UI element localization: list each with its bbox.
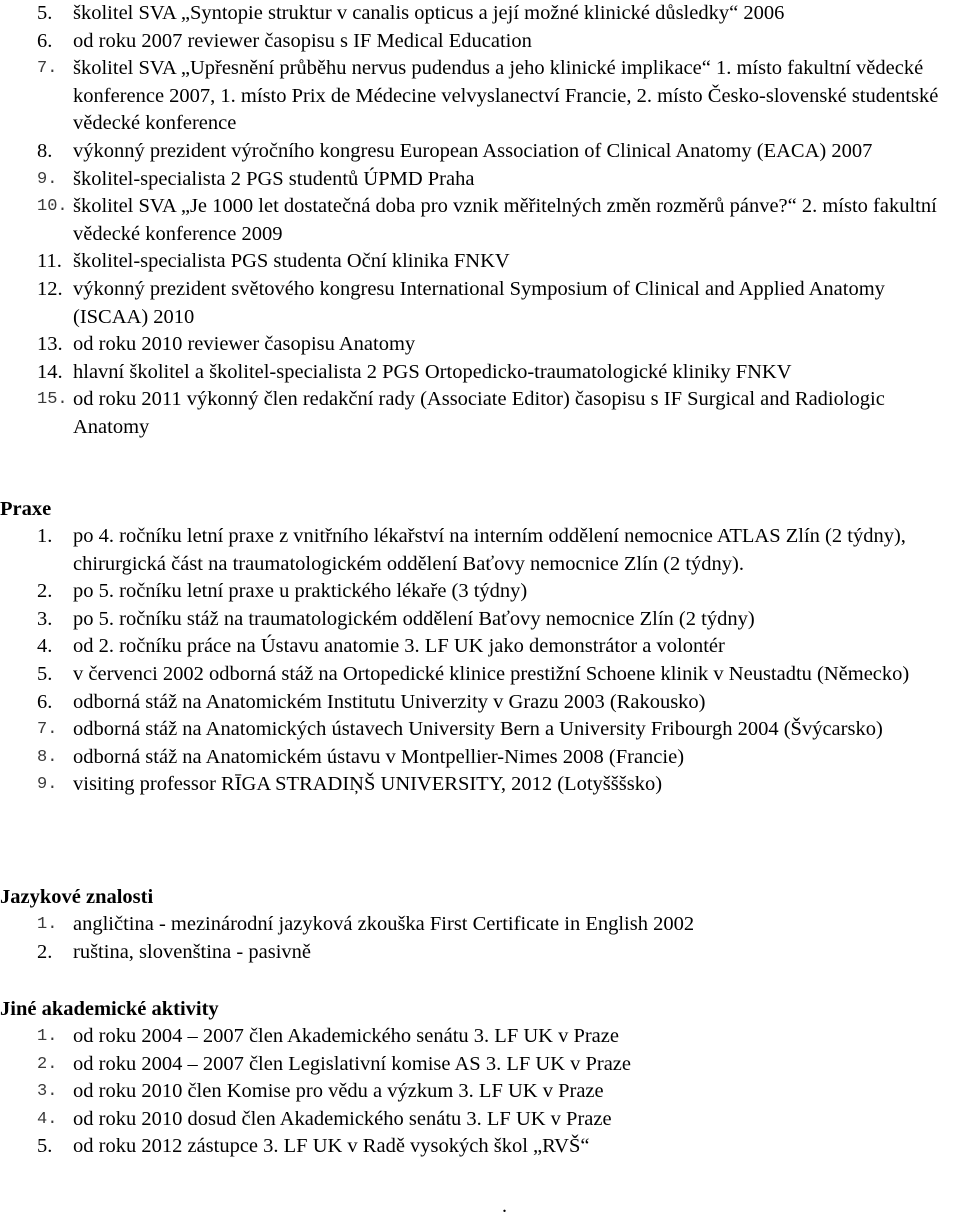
list-number: 7.: [37, 720, 58, 740]
jine-akademicke-aktivity-section: [0, 996, 960, 1161]
section-heading: Jiné akademické aktivity: [0, 998, 219, 1020]
list-text: od roku 2007 reviewer časopisu s IF Medical Education: [73, 29, 532, 52]
list-text: výkonný prezident světového kongresu International Symposium of Clinical and Applied Anatomy (ISCAA) 2010: [73, 277, 885, 328]
list-text: odborná stáž na Anatomických ústavech University Bern a University Fribourgh 2004 (Švýcarsko): [73, 718, 883, 741]
list-text: v červenci 2002 odborná stáž na Ortopedické klinice prestižní Schoene klinik v Neustadtu (Německo): [73, 662, 910, 685]
list-number: 14.: [37, 360, 63, 383]
list-item: [0, 193, 960, 248]
list-text: od roku 2004 – 2007 člen Akademického senátu 3. LF UK v Praze: [73, 1025, 619, 1047]
list-text: ruština, slovenština - pasivně: [73, 940, 311, 963]
list-text: hlavní školitel a školitel-specialista 2 PGS Ortopedicko-traumatologické kliniky FNKV: [73, 360, 792, 383]
list-item: [0, 1133, 960, 1161]
footer-mark: .: [502, 1195, 507, 1217]
list-text: od 2. ročníku práce na Ústavu anatomie 3. LF UK jako demonstrátor a volontér: [73, 635, 725, 658]
list-item: [0, 28, 960, 56]
list-text: školitel SVA „Syntopie struktur v canalis opticus a její možné klinické důsledky“ 2006: [73, 2, 785, 24]
list-text: od roku 2010 člen Komise pro vědu a výzkum 3. LF UK v Praze: [73, 1080, 604, 1103]
list-number: 15.: [37, 390, 68, 410]
jazykove-znalosti-list: [0, 911, 960, 966]
list-text: školitel SVA „Upřesnění průběhu nervus pudendus a jeho klinické implikace“ 1. místo fakultní vědecké konference 2007, 1. místo Prix de Médecine velvyslanectví Francie, 2. místo Česko-slovenské studentské vědecké konference: [73, 57, 939, 135]
continued-list: [0, 0, 960, 442]
list-text: po 4. ročníku letní praxe z vnitřního lékařství na interním oddělení nemocnice ATLAS Zlín (2 týdny), chirurgická část na traumatologickém oddělení Baťovy nemocnice Zlín (2 týdny).: [73, 525, 906, 575]
list-number: 7.: [37, 59, 58, 79]
list-text: školitel-specialista 2 PGS studentů ÚPMD Praha: [73, 167, 475, 190]
section-heading: Praxe: [0, 498, 52, 520]
list-item: [0, 911, 960, 939]
list-item: [0, 633, 960, 661]
list-number: 4.: [37, 1109, 58, 1129]
list-number: 3.: [37, 607, 53, 630]
list-text: od roku 2011 výkonný člen redakční rady (Associate Editor) časopisu s IF Surgical and Radiologic Anatomy: [73, 388, 885, 438]
list-item: [0, 716, 960, 744]
list-number: 13.: [37, 333, 63, 356]
list-item: [0, 1106, 960, 1134]
list-item: [0, 331, 960, 359]
list-number: 1.: [37, 915, 58, 934]
list-item: [0, 771, 960, 799]
list-text: od roku 2010 dosud člen Akademického senátu 3. LF UK v Praze: [73, 1107, 612, 1130]
section-heading: Jazykové znalosti: [0, 886, 154, 908]
jine-akademicke-aktivity-list: [0, 1023, 960, 1161]
list-item: [0, 606, 960, 634]
list-number: 2.: [37, 580, 53, 603]
list-text: visiting professor RĪGA STRADIŅŠ UNIVERSITY, 2012 (Lotyšššsko): [73, 773, 663, 796]
list-text: angličtina - mezinárodní jazyková zkouška First Certificate in English 2002: [73, 913, 695, 935]
list-item: [0, 138, 960, 166]
list-item: [0, 359, 960, 387]
list-item: [0, 689, 960, 717]
list-item: [0, 1078, 960, 1106]
list-item: [0, 578, 960, 606]
list-text: po 5. ročníku stáž na traumatologickém oddělení Baťovy nemocnice Zlín (2 týdny): [73, 607, 755, 630]
list-item: [0, 744, 960, 772]
list-item: [0, 166, 960, 194]
continued-list-section: [0, 0, 960, 442]
list-item: [0, 55, 960, 138]
list-text: od roku 2012 zástupce 3. LF UK v Radě vysokých škol „RVŠ“: [73, 1135, 590, 1158]
list-number: 8.: [37, 747, 58, 767]
list-number: 9.: [37, 775, 58, 795]
list-number: 11.: [37, 250, 62, 273]
list-item: [0, 661, 960, 689]
list-number: 2.: [37, 940, 53, 963]
list-item: [0, 248, 960, 276]
list-number: 6.: [37, 29, 53, 52]
list-item: [0, 939, 960, 967]
list-number: 4.: [37, 635, 53, 658]
list-text: od roku 2004 – 2007 člen Legislativní komise AS 3. LF UK v Praze: [73, 1052, 631, 1075]
list-number: 2.: [37, 1054, 58, 1074]
list-number: 5.: [37, 662, 53, 685]
list-text: výkonný prezident výročního kongresu European Association of Clinical Anatomy (EACA) 2007: [73, 139, 873, 162]
list-number: 1.: [37, 1027, 58, 1046]
list-text: školitel-specialista PGS studenta Oční klinika FNKV: [73, 250, 510, 273]
list-text: odborná stáž na Anatomickém Institutu Univerzity v Grazu 2003 (Rakousko): [73, 690, 706, 713]
list-item: [0, 276, 960, 331]
list-item: [0, 523, 960, 578]
jazykove-znalosti-section: [0, 884, 960, 966]
praxe-section: [0, 496, 960, 799]
list-number: 3.: [37, 1082, 58, 1102]
list-number: 1.: [37, 525, 53, 547]
list-text: odborná stáž na Anatomickém ústavu v Montpellier-Nimes 2008 (Francie): [73, 745, 685, 768]
list-number: 12.: [37, 277, 63, 300]
list-item: [0, 386, 960, 441]
list-number: 5.: [37, 2, 53, 24]
list-item: [0, 0, 960, 28]
praxe-list: [0, 523, 960, 799]
list-number: 8.: [37, 139, 53, 162]
list-text: po 5. ročníku letní praxe u praktického lékaře (3 týdny): [73, 580, 528, 603]
list-item: [0, 1051, 960, 1079]
list-number: 10.: [37, 197, 68, 217]
list-number: 5.: [37, 1135, 53, 1158]
list-number: 9.: [37, 169, 58, 189]
list-number: 6.: [37, 690, 53, 713]
list-text: od roku 2010 reviewer časopisu Anatomy: [73, 333, 416, 356]
list-text: školitel SVA „Je 1000 let dostatečná doba pro vznik měřitelných změn rozměrů pánve?“ 2. místo fakultní vědecké konference 2009: [73, 195, 937, 245]
list-item: [0, 1023, 960, 1051]
